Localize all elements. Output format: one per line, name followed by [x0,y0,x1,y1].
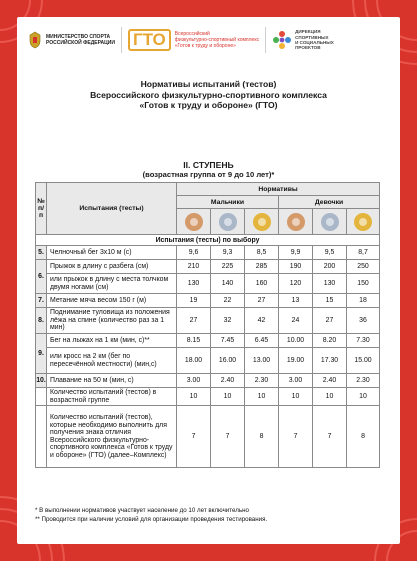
row-number: 9. [36,334,47,374]
document-title [17,79,400,111]
test-name: Количество испытаний (тестов) в возрастной группе [47,388,177,406]
test-name: Поднимание туловища из положения лёжа на спине (количество раз за 1 мин) [47,308,177,334]
row-number: 7. [36,294,47,308]
ministry-logo [27,31,115,49]
norm-value: 8,5 [245,246,279,260]
document-sheet [17,17,400,544]
direction-line-3: И СОЦИАЛЬНЫХ [295,40,334,45]
table-row [36,388,380,406]
col-header-test: Испытания (тесты) [47,183,177,235]
row-number: 6. [36,260,47,294]
norm-value: 27 [313,308,347,334]
bronze-badge-icon [287,213,305,231]
norm-value: 2.30 [245,374,279,388]
bronze-badge-icon [185,213,203,231]
norm-value: 9,3 [211,246,245,260]
norm-value: 10 [347,388,380,406]
norm-value: 10 [177,388,211,406]
ministry-line-1: МИНИСТЕРСТВО СПОРТА [46,34,111,40]
norm-value: 18.00 [177,348,211,374]
norm-value: 15.00 [347,348,380,374]
ministry-line-2: РОССИЙСКОЙ ФЕДЕРАЦИИ [46,40,115,46]
gold-badge-icon [253,213,271,231]
norm-value: 2.40 [211,374,245,388]
direction-logo [272,29,334,51]
norm-value: 19 [177,294,211,308]
row-number: 5. [36,246,47,260]
norm-value: 210 [177,260,211,274]
section-heading: Испытания (тесты) по выбору [36,235,380,246]
norm-value: 13 [279,294,313,308]
norm-value: 7 [177,406,211,468]
norm-value: 225 [211,260,245,274]
direction-line-4: ПРОЕКТОВ [295,45,321,51]
gto-mark: ГТО [128,29,171,51]
stage-line-2: (возрастная группа от 9 до 10 лет)* [142,170,275,179]
title-line-3: «Готов к труду и обороне» (ГТО) [139,100,278,110]
direction-emblem-icon [272,30,292,50]
norm-value: 2.40 [313,374,347,388]
norm-value: 17.30 [313,348,347,374]
norm-value: 27 [177,308,211,334]
title-line-2: Всероссийского физкультурно-спортивного комплекса [90,89,327,100]
norm-value: 3.00 [279,374,313,388]
gto-logo [128,29,259,51]
table-row [36,274,380,294]
badge-cell [211,209,245,235]
col-header-norms: Нормативы [177,183,380,196]
stage-line-1: II. СТУПЕНЬ [183,160,234,170]
badge-cell [279,209,313,235]
footnote-2: ** Проводится при наличии условий для организации проведения тестирования. [35,516,268,523]
divider [121,27,122,53]
norm-value: 8 [347,406,380,468]
badge-cell [313,209,347,235]
norm-value: 22 [211,294,245,308]
norm-value: 7.45 [211,334,245,348]
norm-value: 160 [245,274,279,294]
col-header-girls: Девочки [279,196,380,209]
table-row [36,406,380,468]
silver-badge-icon [219,213,237,231]
norm-value: 8.20 [313,334,347,348]
silver-badge-icon [321,213,339,231]
norm-value: 10 [245,388,279,406]
row-number [36,388,47,406]
norm-value: 18 [347,294,380,308]
direction-line-2: СПОРТИВНЫХ [295,34,329,40]
norm-value: 9,6 [177,246,211,260]
norm-value: 250 [347,260,380,274]
row-number: 8. [36,308,47,334]
norm-value: 7 [313,406,347,468]
divider [265,27,266,53]
norm-value: 42 [245,308,279,334]
test-name: или прыжок в длину с места толчком двумя ногами (см) [47,274,177,294]
norm-value: 285 [245,260,279,274]
table-row [36,294,380,308]
badge-cell [347,209,380,235]
stage-title [17,160,400,180]
emblem-icon [27,31,43,49]
norm-value: 15 [313,294,347,308]
norm-value: 130 [177,274,211,294]
logo-header [17,17,400,63]
table-row [36,246,380,260]
norm-value: 8.15 [177,334,211,348]
norm-value: 140 [211,274,245,294]
norm-value: 7 [279,406,313,468]
norm-value: 8,7 [347,246,380,260]
norm-value: 7.30 [347,334,380,348]
direction-line-1: ДИРЕКЦИЯ [295,29,321,35]
norm-value: 200 [313,260,347,274]
norm-value: 190 [279,260,313,274]
norm-value: 150 [347,274,380,294]
norm-value: 9,5 [313,246,347,260]
norm-value: 10 [279,388,313,406]
table-row [36,334,380,348]
test-name: Метание мяча весом 150 г (м) [47,294,177,308]
norm-value: 19.00 [279,348,313,374]
badge-cell [177,209,211,235]
norm-value: 130 [313,274,347,294]
norm-value: 36 [347,308,380,334]
gto-text-line-3: «Готов к труду и обороне» [174,43,236,49]
norm-value: 10 [211,388,245,406]
gto-text-line-2: физкультурно-спортивный комплекс [174,37,260,43]
row-number: 10. [36,374,47,388]
norm-value: 120 [279,274,313,294]
norm-value: 13.00 [245,348,279,374]
badge-cell [245,209,279,235]
norm-value: 32 [211,308,245,334]
norm-value: 8 [245,406,279,468]
norm-value: 6.45 [245,334,279,348]
row-number [36,406,47,468]
norm-value: 7 [211,406,245,468]
test-name: Плавание на 50 м (мин, с) [47,374,177,388]
norm-value: 3.00 [177,374,211,388]
test-name: Количество испытаний (тестов), которые необходимо выполнить для получения знака отличия Всероссийского физкультурно-спортивного комплекса «Готов к труду и обороне» (ГТО) (далее–Комплекс) [47,406,177,468]
title-line-1: Нормативы испытаний (тестов) [140,79,277,89]
table-row [36,374,380,388]
table-row [36,308,380,334]
norm-value: 10 [313,388,347,406]
norm-value: 9,9 [279,246,313,260]
table-row [36,348,380,374]
norm-value: 27 [245,294,279,308]
test-name: Челночный бег 3х10 м (с) [47,246,177,260]
table-row [36,260,380,274]
norms-table [35,182,380,468]
footnote-1: * В выполнении нормативов участвует население до 10 лет включительно [35,507,249,514]
test-name: Бег на лыжах на 1 км (мин, с)** [47,334,177,348]
test-name: или кросс на 2 км (бег по пересечённой местности) (мин,с) [47,348,177,374]
norm-value: 2.30 [347,374,380,388]
gold-badge-icon [354,213,372,231]
col-header-number: № п/п [36,183,47,235]
col-header-boys: Мальчики [177,196,279,209]
gto-text-line-1: Всероссийский [174,31,210,37]
test-name: Прыжок в длину с разбега (см) [47,260,177,274]
norm-value: 24 [279,308,313,334]
norm-value: 10.00 [279,334,313,348]
norm-value: 16.00 [211,348,245,374]
